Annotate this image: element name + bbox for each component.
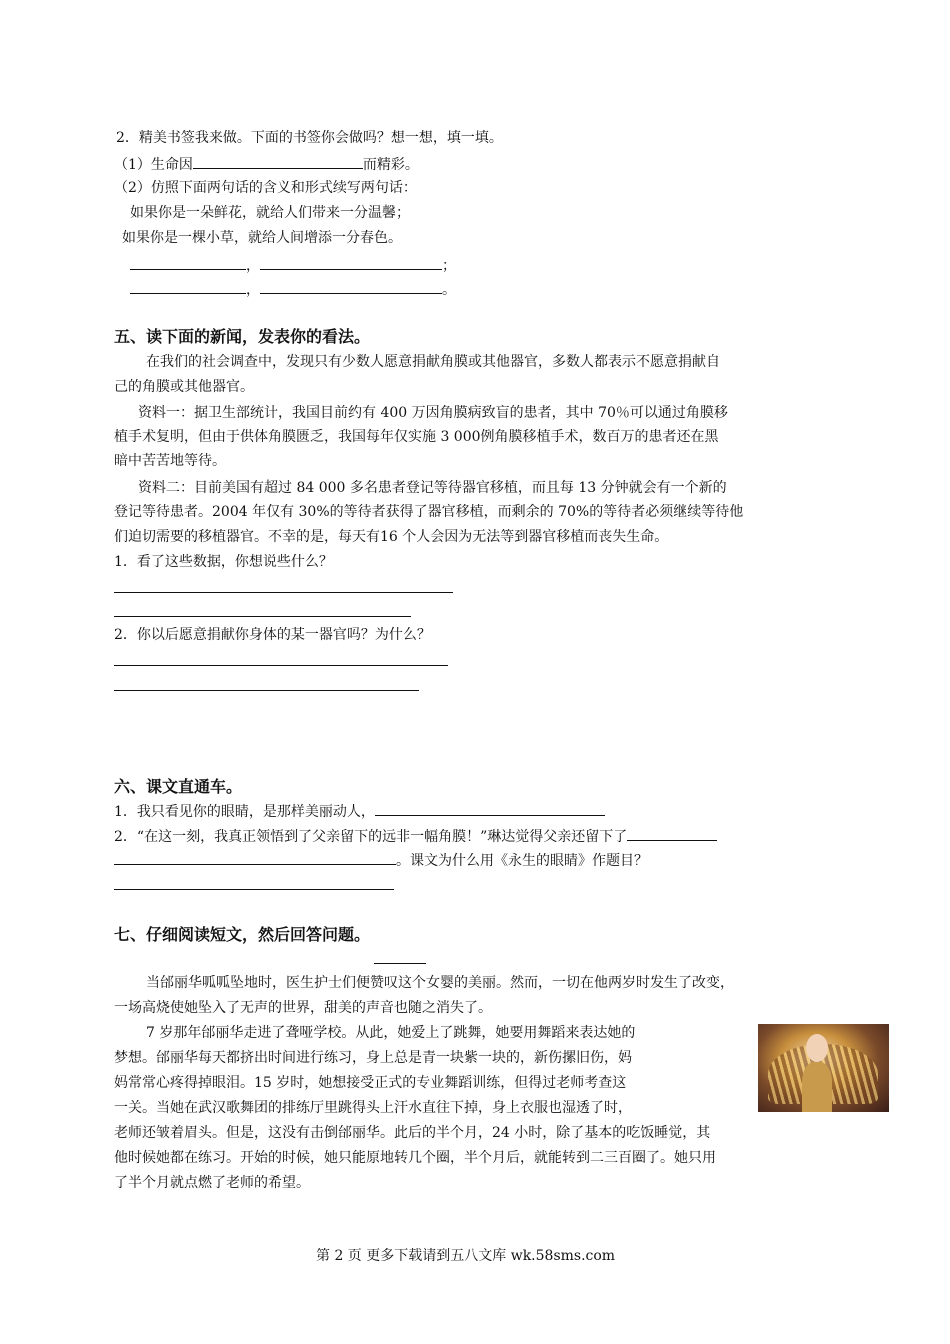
answer-blank[interactable] (130, 281, 246, 294)
answer-line[interactable] (114, 690, 419, 691)
answer-line[interactable] (114, 665, 448, 666)
material-1-line-2: 植手术复明，但由于供体角膜匮乏，我国每年仅实施 3 000例角膜移植手术，数百万的患者还在黑 (114, 429, 719, 445)
passage-p1-line-1: 当邰丽华呱呱坠地时，医生护士们便赞叹这个女婴的美丽。然而，一切在他两岁时发生了改变， (146, 975, 734, 991)
title-blank[interactable] (374, 963, 426, 964)
question-2-1 (114, 156, 419, 172)
material-2-line-2: 登记等待患者。2004 年仅有 30%的等待者获得了器官移植，而剩余的 70%的等待者必须继续等待他 (114, 504, 744, 520)
period: 。 (442, 282, 456, 298)
section-5-question-2: 2．你以后愿意捐献你身体的某一器官吗？为什么？ (114, 627, 431, 643)
answer-line[interactable] (114, 889, 394, 890)
passage-p2-line-6: 他时候她都在练习。开始的时候，她只能原地转几个圈，半个月后，就能转到二三百圈了。她只用 (114, 1150, 716, 1166)
example-sentence-2: 如果你是一棵小草，就给人间增添一分春色。 (122, 230, 402, 246)
page-footer: 第 2 页 更多下载请到五八文库 wk.58sms.com (316, 1248, 616, 1264)
answer-blank[interactable] (114, 852, 396, 865)
question-text: 。课文为什么用《永生的眼睛》作题目？ (396, 853, 648, 869)
answer-blank[interactable] (375, 803, 605, 816)
material-2-line-1: 资料二：目前美国有超过 84 000 多名患者登记等待器官移植，而且每 13 分钟就会有一个新的 (138, 480, 727, 496)
answer-blank[interactable] (260, 257, 442, 270)
passage-p2-line-2: 梦想。邰丽华每天都挤出时间进行练习，身上总是青一块紫一块的，新伤摞旧伤，妈 (114, 1050, 632, 1066)
semicolon: ； (442, 258, 456, 274)
question-2-1-suffix: 而精彩。 (362, 157, 419, 173)
question-2-1-prefix: （1）生命因 (114, 157, 193, 173)
passage-p2-line-1: 7 岁那年邰丽华走进了聋哑学校。从此，她爱上了跳舞，她要用舞蹈来表达她的 (146, 1025, 636, 1041)
section-6-question-2-cont (114, 852, 648, 868)
comma: ， (246, 282, 260, 298)
section-5-title: 五、读下面的新闻，发表你的看法。 (114, 327, 371, 346)
question-text: 1．我只看见你的眼睛，是那样美丽动人， (114, 804, 375, 820)
material-2-line-3: 们迫切需要的移植器官。不幸的是，每天有16 个人会因为无法等到器官移植而丧失生命。 (114, 529, 669, 545)
answer-blank[interactable] (193, 156, 363, 169)
answer-line[interactable] (114, 616, 411, 617)
answer-line-2 (130, 281, 456, 297)
passage-p2-line-4: 一关。当她在武汉歌舞团的排练厅里跳得头上汗水直往下掉，身上衣服也湿透了时， (114, 1100, 632, 1116)
answer-blank[interactable] (627, 828, 717, 841)
dancer-photo (758, 1024, 889, 1112)
passage-p2-line-7: 了半个月就点燃了老师的希望。 (114, 1175, 310, 1191)
question-2-2: （2）仿照下面两句话的含义和形式续写两句话： (114, 180, 417, 196)
material-1-line-3: 暗中苦苦地等待。 (114, 453, 226, 469)
example-sentence-1: 如果你是一朵鲜花，就给人们带来一分温馨； (130, 205, 410, 221)
material-1-line-1: 资料一：据卫生部统计，我国目前约有 400 万因角膜病致盲的患者，其中 70％可以通过角膜移 (138, 405, 728, 421)
answer-line[interactable] (114, 592, 453, 593)
section-7-title: 七、仔细阅读短文，然后回答问题。 (114, 925, 371, 944)
answer-blank[interactable] (260, 281, 442, 294)
section-6-title: 六、课文直通车。 (114, 777, 243, 796)
answer-line-1 (130, 257, 456, 273)
section-6-question-2 (114, 828, 717, 844)
section-5-intro-1: 在我们的社会调查中，发现只有少数人愿意捐献角膜或其他器官，多数人都表示不愿意捐献自 (146, 354, 720, 370)
passage-p1-line-2: 一场高烧使她坠入了无声的世界，甜美的声音也随之消失了。 (114, 1000, 492, 1016)
passage-p2-line-5: 老师还皱着眉头。但是，这没有击倒邰丽华。此后的半个月，24 小时，除了基本的吃饭睡觉，其 (114, 1125, 711, 1141)
section-5-question-1: 1．看了这些数据，你想说些什么？ (114, 554, 333, 570)
question-2-text: 2．精美书签我来做。下面的书签你会做吗？想一想，填一填。 (116, 130, 503, 146)
passage-p2-line-3: 妈常常心疼得掉眼泪。15 岁时，她想接受正式的专业舞蹈训练，但得过老师考查这 (114, 1075, 627, 1091)
section-6-question-1 (114, 803, 605, 819)
comma: ， (246, 258, 260, 274)
section-5-intro-2: 己的角膜或其他器官。 (114, 379, 254, 395)
answer-blank[interactable] (130, 257, 246, 270)
question-text: 2．“在这一刻，我真正领悟到了父亲留下的远非一幅角膜！”琳达觉得父亲还留下了 (114, 829, 628, 845)
